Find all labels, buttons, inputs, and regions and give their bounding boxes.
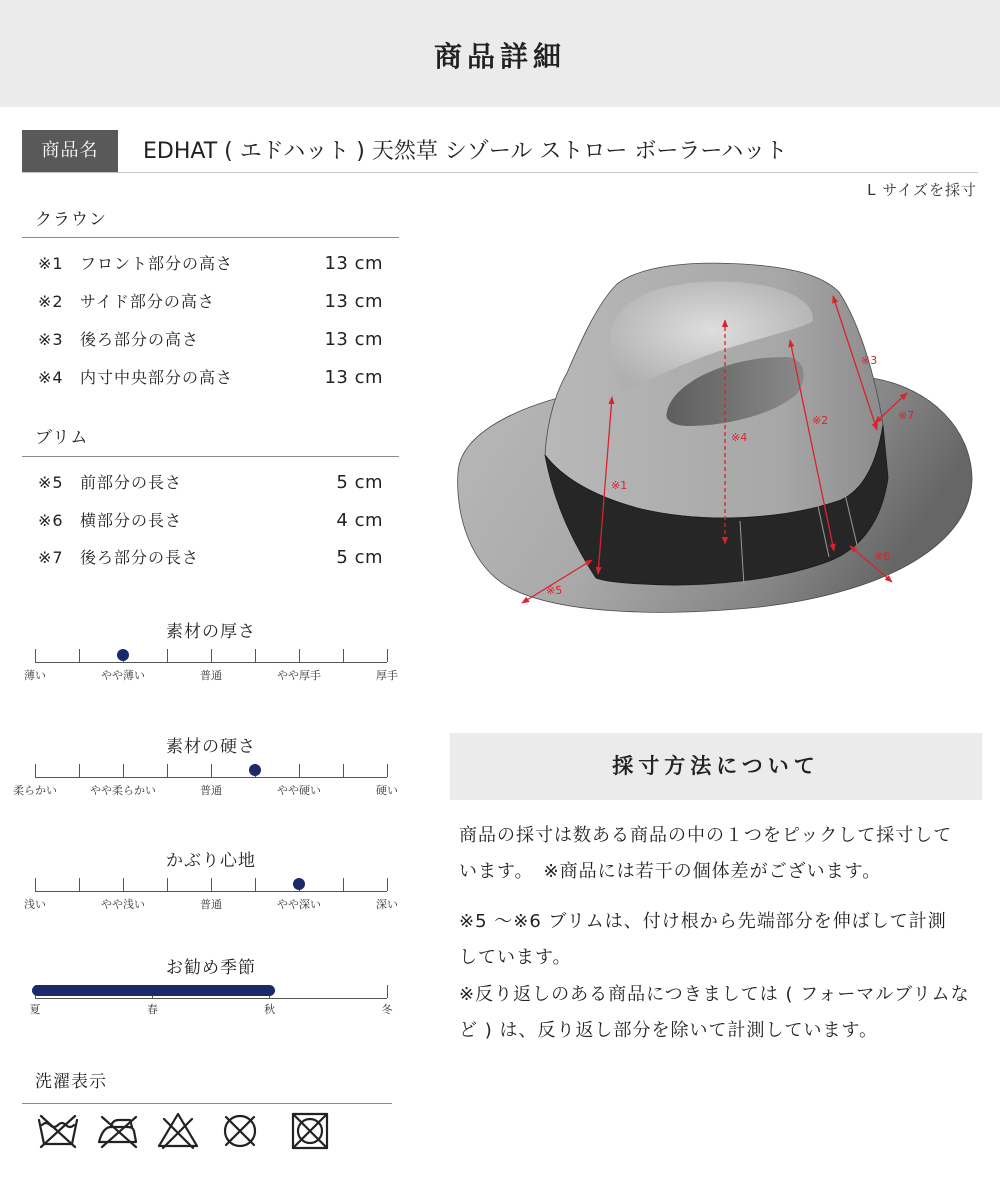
season-range-bar — [32, 985, 275, 996]
page-header — [0, 0, 1000, 107]
laundry-section-title: 洗濯表示 — [35, 1072, 107, 1092]
measurement-number: ※1 — [38, 254, 64, 273]
scale-label: 普通 — [200, 898, 222, 911]
measurement-value: 5 cm — [336, 472, 383, 493]
method-section-header — [450, 733, 982, 800]
scale-tick — [211, 649, 212, 662]
rating-marker — [117, 649, 129, 661]
measurement-row — [38, 245, 383, 283]
do-not-dry-clean-icon — [218, 1110, 262, 1150]
method-line: ※5 ～※6 ブリムは、付け根から先端部分を伸ばして計測 — [459, 911, 947, 932]
page-title: 商品詳細 — [433, 40, 566, 73]
scale-tick — [79, 764, 80, 777]
method-line: しています。 — [459, 946, 572, 968]
measurement-row — [38, 464, 383, 502]
measurement-row — [38, 539, 383, 577]
scale-tick — [255, 878, 256, 891]
scale-label: やや厚手 — [277, 669, 321, 682]
brim-section-divider — [22, 456, 399, 457]
do-not-wash-icon — [36, 1110, 80, 1150]
method-title: 採寸方法について — [612, 754, 820, 778]
brim-section-title: ブリム — [35, 428, 89, 448]
scale-tick — [343, 649, 344, 662]
method-paragraph — [459, 818, 979, 889]
scale-tick — [123, 878, 124, 891]
scale-tick — [123, 764, 124, 777]
scale-label: やや深い — [277, 898, 321, 911]
scale-tick — [387, 878, 388, 891]
measurement-number: ※4 — [38, 368, 64, 387]
product-name-divider — [22, 172, 978, 173]
season-label: 冬 — [381, 1003, 393, 1016]
do-not-iron-icon — [96, 1110, 140, 1150]
crown-measurements-table — [38, 245, 383, 397]
scale-track — [24, 891, 398, 911]
scale-track — [24, 662, 398, 682]
method-line: 商品の採寸は数ある商品の中の１つをピックして採寸して — [459, 825, 953, 846]
scale-tick — [255, 649, 256, 662]
measurement-number: ※7 — [38, 548, 64, 567]
scale-tick — [167, 649, 168, 662]
product-name: EDHAT ( エドハット ) 天然草 シゾール ストロー ボーラーハット — [143, 139, 788, 164]
method-paragraph — [459, 977, 979, 1048]
scale-label: 深い — [376, 898, 398, 911]
rating-title: 素材の厚さ — [166, 622, 256, 642]
measurement-row — [38, 359, 383, 397]
scale-label: やや硬い — [277, 784, 321, 797]
measurement-value: 13 cm — [324, 329, 383, 350]
measurement-number: ※6 — [38, 510, 64, 530]
crown-section-title: クラウン — [35, 210, 107, 230]
scale-label: 浅い — [24, 898, 46, 911]
hat-label-4: ※4 — [731, 431, 748, 444]
measurement-row — [38, 502, 383, 540]
hat-label-2: ※2 — [812, 414, 829, 427]
season-label: 春 — [146, 1003, 158, 1016]
scale-tick — [387, 649, 388, 662]
measurement-label: サイド部分の高さ — [80, 292, 215, 311]
method-line: ※反り返しのある商品につきましては ( フォーマルブリムな — [459, 984, 970, 1005]
hat-label-7: ※7 — [898, 409, 915, 422]
rating-marker — [249, 764, 261, 776]
season-label: 夏 — [29, 1003, 41, 1016]
method-line: います。 ※商品には若干の個体差がございます。 — [459, 860, 882, 882]
measurement-number: ※2 — [38, 292, 64, 311]
measurement-value: 13 cm — [324, 253, 383, 274]
scale-label: 普通 — [200, 784, 222, 797]
scale-tick — [35, 764, 36, 777]
season-title: お勧め季節 — [166, 958, 256, 978]
measurement-label: 横部分の長さ — [80, 510, 183, 530]
scale-tick — [387, 764, 388, 777]
scale-label: やや薄い — [101, 669, 145, 682]
scale-tick — [35, 878, 36, 891]
measurement-label: 後ろ部分の長さ — [80, 548, 200, 567]
measurement-row — [38, 321, 383, 359]
do-not-bleach-icon — [156, 1110, 200, 1150]
hat-label-1: ※1 — [611, 479, 628, 492]
brim-measurements-table — [38, 464, 383, 577]
measurement-number: ※5 — [38, 473, 64, 492]
scale-tick — [387, 985, 388, 998]
measurement-label: 後ろ部分の高さ — [80, 330, 200, 349]
hat-illustration — [450, 255, 980, 625]
measurement-value: 4 cm — [336, 509, 383, 531]
scale-label: 硬い — [376, 784, 398, 797]
scale-label: 薄い — [24, 669, 46, 682]
scale-tick — [167, 764, 168, 777]
scale-tick — [343, 764, 344, 777]
measurement-label: 内寸中央部分の高さ — [80, 368, 234, 387]
rating-marker — [293, 878, 305, 890]
size-note: L サイズを採寸 — [867, 181, 977, 199]
measurement-value: 5 cm — [336, 547, 383, 568]
measurement-value: 13 cm — [324, 367, 383, 388]
scale-tick — [343, 878, 344, 891]
rating-title: かぶり心地 — [166, 851, 256, 871]
measurement-value: 13 cm — [324, 291, 383, 312]
do-not-tumble-dry-icon — [288, 1110, 332, 1150]
hat-label-3: ※3 — [861, 354, 878, 367]
measurement-label: 前部分の長さ — [80, 473, 183, 492]
scale-label: 厚手 — [376, 669, 398, 682]
scale-label: 普通 — [200, 669, 222, 682]
product-name-label: 商品名 — [22, 130, 118, 172]
scale-tick — [79, 649, 80, 662]
scale-tick — [211, 878, 212, 891]
method-line: ど ) は、反り返し部分を除いて計測しています。 — [459, 1019, 879, 1041]
measurement-label: フロント部分の高さ — [80, 254, 234, 273]
scale-tick — [167, 878, 168, 891]
laundry-section-divider — [22, 1103, 392, 1104]
rating-title: 素材の硬さ — [166, 737, 256, 757]
hat-label-6: ※6 — [874, 550, 891, 563]
season-track — [29, 998, 393, 1016]
scale-track — [13, 777, 398, 797]
hat-label-5: ※5 — [546, 584, 563, 597]
scale-label: 柔らかい — [13, 784, 57, 797]
scale-tick — [299, 649, 300, 662]
scale-tick — [211, 764, 212, 777]
method-paragraph — [459, 904, 979, 975]
scale-label: やや浅い — [101, 898, 145, 911]
measurement-number: ※3 — [38, 330, 64, 349]
scale-tick — [35, 649, 36, 662]
crown-section-divider — [22, 237, 399, 238]
scale-tick — [299, 764, 300, 777]
scale-label: やや柔らかい — [90, 784, 156, 797]
measurement-row — [38, 283, 383, 321]
season-label: 秋 — [264, 1003, 276, 1016]
scale-tick — [79, 878, 80, 891]
